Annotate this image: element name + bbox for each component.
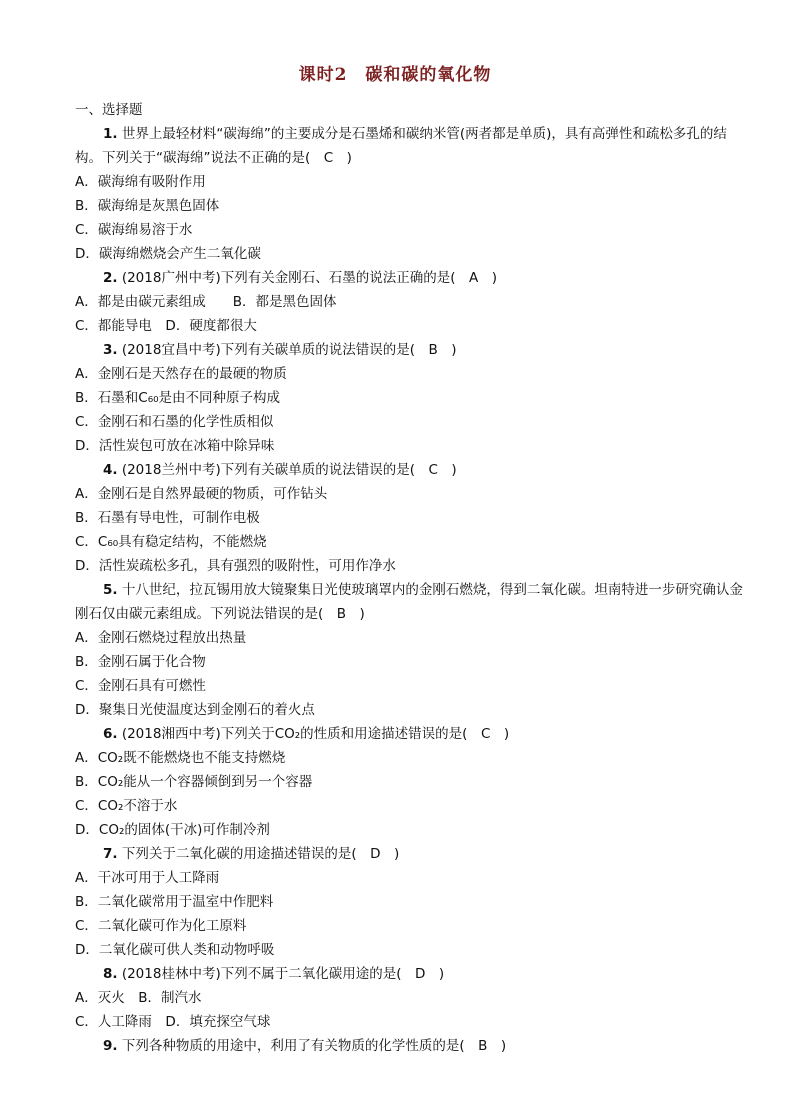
question-text: (2018宜昌中考)下列有关碳单质的说法错误的是( B ) xyxy=(121,342,457,358)
option: C．碳海绵易溶于水 xyxy=(75,222,193,238)
question-text: (2018桂林中考)下列不属于二氧化碳用途的是( D ) xyxy=(121,966,445,982)
option: D．碳海绵燃烧会产生二氧化碳 xyxy=(75,246,261,262)
section-heading: 一、选择题 xyxy=(75,102,143,118)
question-number: 5. xyxy=(103,582,118,598)
option: C．二氧化碳可作为化工原料 xyxy=(75,918,247,934)
option: D．活性炭包可放在冰箱中除异味 xyxy=(75,438,275,454)
question-5-continuation: 刚石仅由碳元素组成。下列说法错误的是( B ) xyxy=(75,606,365,622)
question-text: (2018兰州中考)下列有关碳单质的说法错误的是( C ) xyxy=(121,462,457,478)
option: C．人工降雨 D．填充探空气球 xyxy=(75,1014,271,1030)
option: A．金刚石是自然界最硬的物质，可作钻头 xyxy=(75,486,328,502)
option: B．金刚石属于化合物 xyxy=(75,654,206,670)
option: A．金刚石燃烧过程放出热量 xyxy=(75,630,247,646)
page-title: 课时2 碳和碳的氧化物 xyxy=(298,65,492,85)
option: B．碳海绵是灰黑色固体 xyxy=(75,198,220,214)
option: C．都能导电 D．硬度都很大 xyxy=(75,318,257,334)
option: C．CO₂不溶于水 xyxy=(75,798,178,814)
question-7 xyxy=(75,842,735,866)
question-text: 下列各种物质的用途中，利用了有关物质的化学性质的是( B ) xyxy=(121,1038,507,1054)
option: D．活性炭疏松多孔，具有强烈的吸附性，可用作净水 xyxy=(75,558,396,574)
question-text: 十八世纪，拉瓦锡用放大镜聚集日光使玻璃罩内的金刚石燃烧，得到二氧化碳。坦南特进一步研究确认金 xyxy=(121,582,743,598)
option: A．金刚石是天然存在的最硬的物质 xyxy=(75,366,287,382)
question-number: 1. xyxy=(103,126,118,142)
option: A．CO₂既不能燃烧也不能支持燃烧 xyxy=(75,750,286,766)
question-1-continuation: 构。下列关于“碳海绵”说法不正确的是( C ) xyxy=(75,150,352,166)
question-number: 6. xyxy=(103,726,118,742)
question-5 xyxy=(75,578,743,602)
question-number: 3. xyxy=(103,342,118,358)
option: B．石墨和C₆₀是由不同种原子构成 xyxy=(75,390,281,406)
option: D．聚集日光使温度达到金刚石的着火点 xyxy=(75,702,315,718)
option: B．石墨有导电性，可制作电极 xyxy=(75,510,260,526)
option: A．干冰可用于人工降雨 xyxy=(75,870,220,886)
question-list xyxy=(75,98,743,1058)
option: B．CO₂能从一个容器倾倒到另一个容器 xyxy=(75,774,313,790)
option: A．灭火 B．制汽水 xyxy=(75,990,202,1006)
question-number: 7. xyxy=(103,846,118,862)
question-number: 2. xyxy=(103,270,118,286)
question-9 xyxy=(75,1034,735,1058)
question-3 xyxy=(75,338,735,362)
question-number: 4. xyxy=(103,462,118,478)
question-4 xyxy=(75,458,735,482)
question-text: (2018湘西中考)下列关于CO₂的性质和用途描述错误的是( C ) xyxy=(121,726,510,742)
option: C．C₆₀具有稳定结构，不能燃烧 xyxy=(75,534,267,550)
question-text: (2018广州中考)下列有关金刚石、石墨的说法正确的是( A ) xyxy=(121,270,497,286)
question-2 xyxy=(75,266,735,290)
option: A．碳海绵有吸附作用 xyxy=(75,174,206,190)
option: B．二氧化碳常用于温室中作肥料 xyxy=(75,894,274,910)
option: A．都是由碳元素组成 B．都是黑色固体 xyxy=(75,294,337,310)
question-text: 世界上最轻材料“碳海绵”的主要成分是石墨烯和碳纳米管(两者都是单质)，具有高弹性和疏松多孔的结 xyxy=(121,126,727,142)
option: D．CO₂的固体(干冰)可作制冷剂 xyxy=(75,822,270,838)
question-8 xyxy=(75,962,735,986)
option: C．金刚石具有可燃性 xyxy=(75,678,206,694)
question-number: 8. xyxy=(103,966,118,982)
option: C．金刚石和石墨的化学性质相似 xyxy=(75,414,274,430)
option: D．二氧化碳可供人类和动物呼吸 xyxy=(75,942,275,958)
question-1 xyxy=(75,122,735,146)
question-number: 9. xyxy=(103,1038,118,1054)
question-text: 下列关于二氧化碳的用途描述错误的是( D ) xyxy=(121,846,400,862)
question-6 xyxy=(75,722,735,746)
